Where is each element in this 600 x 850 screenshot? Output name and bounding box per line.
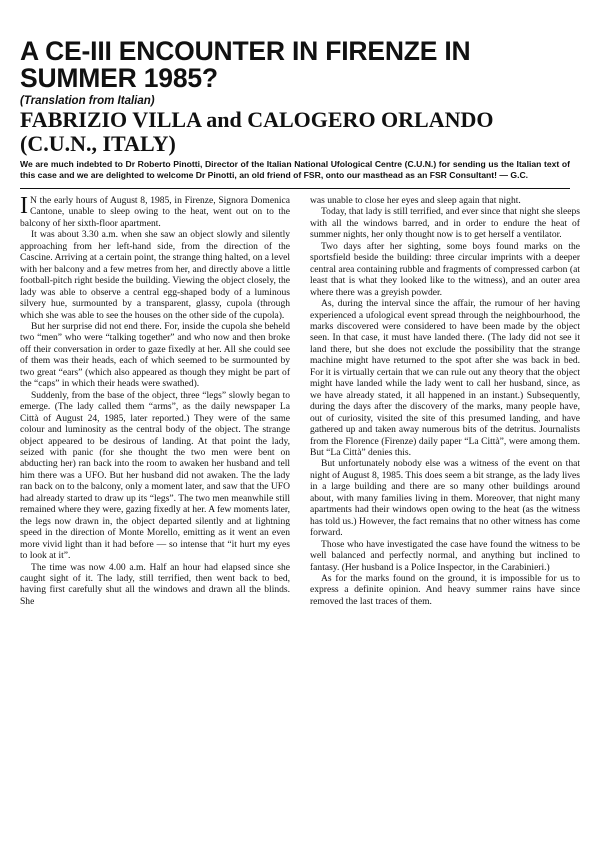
paragraph: Today, that lady is still terrified, and ever since that night she sleeps with all the windows barred, and in order to endure the heat of summer nights, her only thought now is to get herself a ventilator. — [310, 206, 580, 241]
article-body — [20, 193, 580, 755]
paragraph: But her surprise did not end there. For, inside the cupola she beheld two “men” who were “talking together” and who now and then broke off their conversation in order to gaze fixedly at her. All she could see of them was their heads, each of which seemed to be surmounted by two great “ears” (which also appeared as though they might be part of the “caps” in which their heads were swathed). — [20, 320, 290, 390]
article-subtitle: (Translation from Italian) — [20, 95, 155, 107]
left-column — [20, 195, 290, 607]
paragraph: The time was now 4.00 a.m. Half an hour had elapsed since she caught sight of it. The lady, still terrified, then went back to bed, having first carefully shut all the windows and drawn all the blinds. She — [20, 561, 290, 607]
editor-intro: We are much indebted to Dr Roberto Pinotti, Director of the Italian National Ufological Centre (C.U.N.) for sending us the Italian text of this case and we are delighted to welcome Dr Pinotti, an old friend of FSR, onto our masthead as an FSR Consultant! — G.C. — [20, 159, 570, 180]
paragraph: was unable to close her eyes and sleep again that night. — [310, 195, 521, 206]
article-authors: FABRIZIO VILLA and CALOGERO ORLANDO (C.U.N., ITALY) — [20, 107, 494, 156]
paragraph: As, during the interval since the affair, the rumour of her having experienced a ufological event spread through the neighbourhood, the marks discovered were considered to have been made by the object seen. In that case, it must have landed there. (The lady did not see it land there, but she does not exclude the possibility that the strange machine might have returned to the spot after she was back in bed. For it is virtually certain that we can rule out any theory that the object might have landed while the lady went to call her husband, since, as we have already stated, it all happened in an instant.) Subsequently, during the days after the discovery of the marks, many people have, out of curiosity, visited the site of this presumed landing, and have gathered up and taken away numerous bits of the detritus. Journalists from the Florence (Firenze) daily paper “La Città”, were among them. But “La Città” denies this. — [310, 298, 580, 458]
paragraph: It was about 3.30 a.m. when she saw an object slowly and silently approaching from her left-hand side, from the direction of the Cascine. Arriving at a certain point, the strange thing halted, on a level with her balcony and a few metres from her, and directly above a little football-pitch right beside the building. Viewing the object closely, the lady was able to observe a central egg-shaped body of a luminous silvery hue, surmounted by a transparent, glassy, cupola (through which she was able to see the houses on the other side of the cupola). — [20, 229, 290, 321]
paragraph: Those who have investigated the case have found the witness to be well balanced and perfectly normal, and anything but inclined to fantasy. (Her husband is a Police Inspector, in the Carabinieri.) — [310, 538, 580, 573]
paragraph — [20, 195, 290, 229]
drop-cap: I — [20, 193, 28, 219]
divider — [20, 188, 570, 189]
right-column — [310, 195, 580, 607]
paragraph: But unfortunately nobody else was a witness of the event on that night of August 8, 1985. This does seem a bit strange, as the lady lives in a large building and there are so many other buildings around about, with many families living in them. Moreover, that night many apartments had their windows open owing to the heat (as the witness has told us.) However, the fact remains that no other witness has come forward. — [310, 458, 580, 539]
article-title: A CE-III ENCOUNTER IN FIRENZE IN SUMMER 1985? — [20, 36, 471, 93]
paragraph: As for the marks found on the ground, it is impossible for us to express a definite opinion. And heavy summer rains have since removed the last traces of them. — [310, 572, 580, 607]
paragraph-text: N the early hours of August 8, 1985, in Firenze, Signora Domenica Cantone, unable to sleep owing to the heat, went out on to the balcony of her sixth-floor apartment. — [20, 195, 290, 229]
paragraph: Suddenly, from the base of the object, three “legs” slowly began to emerge. (The lady called them “arms”, as the daily newspaper La Città of August 24, 1985, later reported.) They were of the same colour and luminosity as the central body of the object. The strange object appeared to be desirous of landing. At that point the lady, seized with panic (for she thought the two men were bent on abducting her) ran back into the room to awaken her husband and tell him there was a UFO. But her husband did not awaken. The the lady ran back on to the balcony, only a moment later, and saw that the UFO had already started to draw up its “legs”. The two men meanwhile still remained where they were, gazing fixedly at her. A few moments later, the legs now drawn in, the object departed silently and at lightning speed in the direction of Monte Morello, emitting as it went an even more vivid light than it had before — so intense that “it hurt my eyes to look at it”. — [20, 389, 291, 562]
paragraph: Two days after her sighting, some boys found marks on the sportsfield beside the building: three circular imprints with a deeper central area containing rubble and fragments of compressed carbon (at least that is what they looked like to the witness), and an outer area where there was a greyish powder. — [310, 240, 580, 298]
